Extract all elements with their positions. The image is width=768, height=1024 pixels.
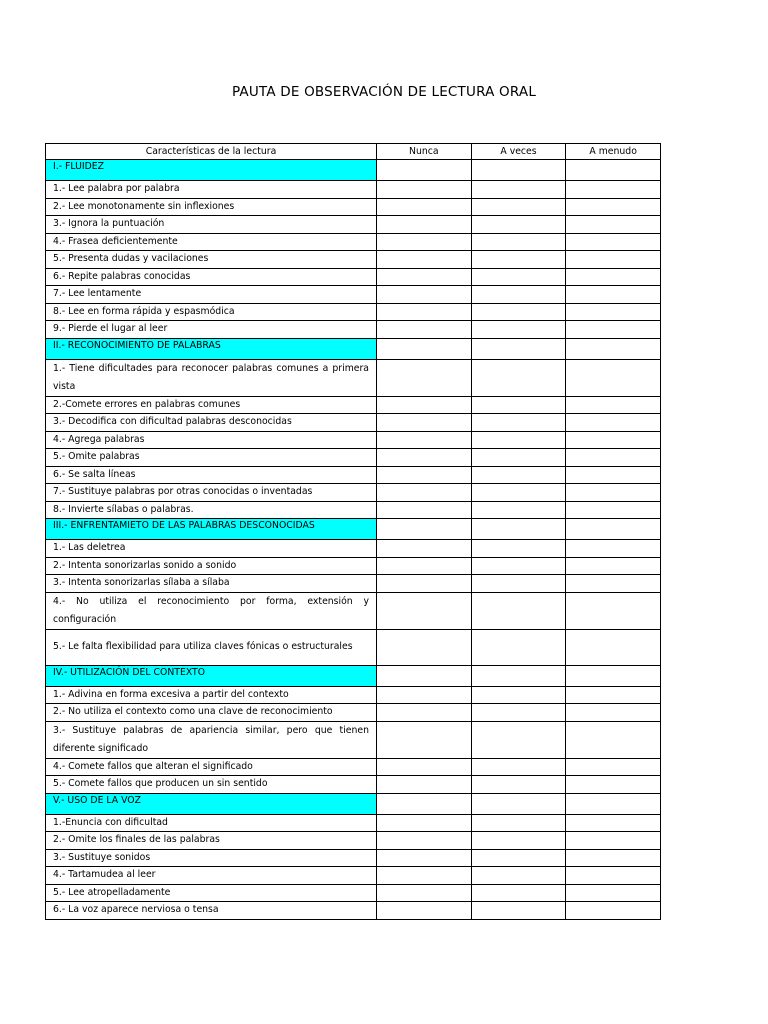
nunca-cell[interactable]	[377, 867, 472, 885]
nunca-cell[interactable]	[377, 396, 472, 414]
item-label: 6.- Se salta líneas	[46, 466, 377, 484]
a-veces-cell[interactable]	[471, 484, 566, 502]
item-label: 6.- Repite palabras conocidas	[46, 268, 377, 286]
nunca-cell[interactable]	[377, 181, 472, 199]
a-menudo-cell[interactable]	[566, 758, 661, 776]
section-row-desconocidas	[46, 519, 661, 540]
nunca-cell[interactable]	[377, 449, 472, 467]
table-row	[46, 849, 661, 867]
nunca-cell[interactable]	[377, 160, 472, 181]
nunca-cell[interactable]	[377, 303, 472, 321]
nunca-cell[interactable]	[377, 466, 472, 484]
a-menudo-cell[interactable]	[566, 286, 661, 304]
table-row	[46, 721, 661, 758]
nunca-cell[interactable]	[377, 557, 472, 575]
item-label: 4.- Agrega palabras	[46, 431, 377, 449]
item-label: 4.- Frasea deficientemente	[46, 233, 377, 251]
a-veces-cell[interactable]	[471, 721, 566, 758]
item-label: 2.- No utiliza el contexto como una clave de reconocimiento	[46, 704, 377, 722]
section-row-contexto	[46, 665, 661, 686]
table-row	[46, 431, 661, 449]
a-veces-cell[interactable]	[471, 431, 566, 449]
table-row	[46, 286, 661, 304]
nunca-cell[interactable]	[377, 884, 472, 902]
header-nunca: Nunca	[377, 144, 472, 160]
item-label: 5.- Comete fallos que producen un sin sentido	[46, 776, 377, 794]
observation-table	[45, 143, 661, 920]
a-veces-cell[interactable]	[471, 704, 566, 722]
a-menudo-cell[interactable]	[566, 704, 661, 722]
a-menudo-cell[interactable]	[566, 519, 661, 540]
table-row	[46, 867, 661, 885]
a-menudo-cell[interactable]	[566, 776, 661, 794]
item-label: 3.- Ignora la puntuación	[46, 216, 377, 234]
a-menudo-cell[interactable]	[566, 540, 661, 558]
nunca-cell[interactable]	[377, 575, 472, 593]
item-label: 8.- Invierte sílabas o palabras.	[46, 501, 377, 519]
a-veces-cell[interactable]	[471, 540, 566, 558]
a-veces-cell[interactable]	[471, 793, 566, 814]
item-label: 3.- Sustituye palabras de apariencia similar, pero que tienen diferente significado	[46, 721, 377, 758]
a-veces-cell[interactable]	[471, 758, 566, 776]
table-row	[46, 832, 661, 850]
a-menudo-cell[interactable]	[566, 501, 661, 519]
a-veces-cell[interactable]	[471, 557, 566, 575]
a-veces-cell[interactable]	[471, 575, 566, 593]
nunca-cell[interactable]	[377, 902, 472, 920]
nunca-cell[interactable]	[377, 665, 472, 686]
table-row	[46, 575, 661, 593]
table-row	[46, 902, 661, 920]
header-a-veces: A veces	[471, 144, 566, 160]
a-menudo-cell[interactable]	[566, 431, 661, 449]
table-row	[46, 466, 661, 484]
a-veces-cell[interactable]	[471, 665, 566, 686]
nunca-cell[interactable]	[377, 721, 472, 758]
nunca-cell[interactable]	[377, 758, 472, 776]
item-label: 4.- No utiliza el reconocimiento por forma, extensión y configuración	[46, 592, 377, 629]
a-veces-cell[interactable]	[471, 181, 566, 199]
nunca-cell[interactable]	[377, 251, 472, 269]
table-row	[46, 704, 661, 722]
item-label: 2.- Omite los finales de las palabras	[46, 832, 377, 850]
nunca-cell[interactable]	[377, 592, 472, 629]
section-row-voz	[46, 793, 661, 814]
item-label: 3.- Intenta sonorizarlas sílaba a sílaba	[46, 575, 377, 593]
a-menudo-cell[interactable]	[566, 233, 661, 251]
a-menudo-cell[interactable]	[566, 396, 661, 414]
a-veces-cell[interactable]	[471, 884, 566, 902]
table-row	[46, 686, 661, 704]
table-row	[46, 396, 661, 414]
a-veces-cell[interactable]	[471, 776, 566, 794]
a-menudo-cell[interactable]	[566, 181, 661, 199]
a-veces-cell[interactable]	[471, 359, 566, 396]
nunca-cell[interactable]	[377, 849, 472, 867]
a-menudo-cell[interactable]	[566, 686, 661, 704]
item-label: 5.- Le falta flexibilidad para utiliza claves fónicas o estructurales	[46, 629, 377, 665]
item-label: 1.- Lee palabra por palabra	[46, 181, 377, 199]
a-menudo-cell[interactable]	[566, 592, 661, 629]
nunca-cell[interactable]	[377, 501, 472, 519]
a-veces-cell[interactable]	[471, 321, 566, 339]
table-row	[46, 216, 661, 234]
a-menudo-cell[interactable]	[566, 484, 661, 502]
a-veces-cell[interactable]	[471, 414, 566, 432]
a-menudo-cell[interactable]	[566, 414, 661, 432]
a-menudo-cell[interactable]	[566, 902, 661, 920]
nunca-cell[interactable]	[377, 629, 472, 665]
a-menudo-cell[interactable]	[566, 665, 661, 686]
table-row	[46, 198, 661, 216]
header-characteristics: Características de la lectura	[46, 144, 377, 160]
nunca-cell[interactable]	[377, 268, 472, 286]
a-veces-cell[interactable]	[471, 233, 566, 251]
nunca-cell[interactable]	[377, 793, 472, 814]
nunca-cell[interactable]	[377, 321, 472, 339]
table-row	[46, 414, 661, 432]
a-menudo-cell[interactable]	[566, 160, 661, 181]
item-label: 5.- Omite palabras	[46, 449, 377, 467]
a-menudo-cell[interactable]	[566, 359, 661, 396]
a-veces-cell[interactable]	[471, 216, 566, 234]
table-row	[46, 592, 661, 629]
item-label: 9.- Pierde el lugar al leer	[46, 321, 377, 339]
section-row-reconocimiento	[46, 338, 661, 359]
nunca-cell[interactable]	[377, 776, 472, 794]
table-row	[46, 758, 661, 776]
table-row	[46, 884, 661, 902]
a-veces-cell[interactable]	[471, 396, 566, 414]
nunca-cell[interactable]	[377, 431, 472, 449]
section-row-fluidez	[46, 160, 661, 181]
a-veces-cell[interactable]	[471, 286, 566, 304]
a-veces-cell[interactable]	[471, 338, 566, 359]
table-row	[46, 814, 661, 832]
a-menudo-cell[interactable]	[566, 793, 661, 814]
item-label: 2.- Intenta sonorizarlas sonido a sonido	[46, 557, 377, 575]
item-label: 3.- Sustituye sonidos	[46, 849, 377, 867]
a-menudo-cell[interactable]	[566, 321, 661, 339]
a-menudo-cell[interactable]	[566, 867, 661, 885]
a-veces-cell[interactable]	[471, 686, 566, 704]
a-veces-cell[interactable]	[471, 849, 566, 867]
table-row	[46, 251, 661, 269]
table-header	[46, 144, 661, 160]
table-row	[46, 629, 661, 665]
item-label: 6.- La voz aparece nerviosa o tensa	[46, 902, 377, 920]
item-label: 2.- Lee monotonamente sin inflexiones	[46, 198, 377, 216]
a-menudo-cell[interactable]	[566, 832, 661, 850]
a-veces-cell[interactable]	[471, 466, 566, 484]
item-label: 1.- Las deletrea	[46, 540, 377, 558]
a-veces-cell[interactable]	[471, 198, 566, 216]
nunca-cell[interactable]	[377, 233, 472, 251]
a-menudo-cell[interactable]	[566, 198, 661, 216]
a-menudo-cell[interactable]	[566, 216, 661, 234]
section-title: IV.- UTILIZACIÓN DEL CONTEXTO	[46, 665, 377, 686]
table-row	[46, 557, 661, 575]
a-menudo-cell[interactable]	[566, 884, 661, 902]
a-veces-cell[interactable]	[471, 814, 566, 832]
nunca-cell[interactable]	[377, 359, 472, 396]
table-row	[46, 181, 661, 199]
page-title: PAUTA DE OBSERVACIÓN DE LECTURA ORAL	[231, 84, 537, 100]
a-menudo-cell[interactable]	[566, 303, 661, 321]
nunca-cell[interactable]	[377, 286, 472, 304]
item-label: 3.- Decodifica con dificultad palabras desconocidas	[46, 414, 377, 432]
item-label: 4.- Tartamudea al leer	[46, 867, 377, 885]
a-menudo-cell[interactable]	[566, 449, 661, 467]
nunca-cell[interactable]	[377, 686, 472, 704]
table-row	[46, 303, 661, 321]
nunca-cell[interactable]	[377, 540, 472, 558]
nunca-cell[interactable]	[377, 814, 472, 832]
a-veces-cell[interactable]	[471, 501, 566, 519]
a-menudo-cell[interactable]	[566, 466, 661, 484]
a-veces-cell[interactable]	[471, 867, 566, 885]
nunca-cell[interactable]	[377, 832, 472, 850]
nunca-cell[interactable]	[377, 338, 472, 359]
table-body	[46, 160, 661, 920]
a-menudo-cell[interactable]	[566, 849, 661, 867]
nunca-cell[interactable]	[377, 519, 472, 540]
table-row	[46, 501, 661, 519]
section-title: V.- USO DE LA VOZ	[46, 793, 377, 814]
item-label: 1.- Tiene dificultades para reconocer palabras comunes a primera vista	[46, 359, 377, 396]
item-label: 2.-Comete errores en palabras comunes	[46, 396, 377, 414]
a-veces-cell[interactable]	[471, 832, 566, 850]
table-row	[46, 776, 661, 794]
table-row	[46, 359, 661, 396]
a-veces-cell[interactable]	[471, 902, 566, 920]
a-veces-cell[interactable]	[471, 160, 566, 181]
a-veces-cell[interactable]	[471, 629, 566, 665]
a-veces-cell[interactable]	[471, 519, 566, 540]
section-title: II.- RECONOCIMIENTO DE PALABRAS	[46, 338, 377, 359]
a-menudo-cell[interactable]	[566, 268, 661, 286]
header-a-menudo: A menudo	[566, 144, 661, 160]
section-title: I.- FLUIDEZ	[46, 160, 377, 181]
item-label: 7.- Lee lentamente	[46, 286, 377, 304]
table-row	[46, 321, 661, 339]
a-veces-cell[interactable]	[471, 592, 566, 629]
nunca-cell[interactable]	[377, 484, 472, 502]
a-menudo-cell[interactable]	[566, 629, 661, 665]
a-menudo-cell[interactable]	[566, 338, 661, 359]
a-menudo-cell[interactable]	[566, 814, 661, 832]
item-label: 7.- Sustituye palabras por otras conocidas o inventadas	[46, 484, 377, 502]
a-menudo-cell[interactable]	[566, 575, 661, 593]
item-label: 8.- Lee en forma rápida y espasmódica	[46, 303, 377, 321]
a-veces-cell[interactable]	[471, 268, 566, 286]
item-label: 5.- Lee atropelladamente	[46, 884, 377, 902]
table-row	[46, 449, 661, 467]
table-row	[46, 484, 661, 502]
header-row	[46, 144, 661, 160]
a-veces-cell[interactable]	[471, 303, 566, 321]
a-menudo-cell[interactable]	[566, 721, 661, 758]
a-menudo-cell[interactable]	[566, 251, 661, 269]
item-label: 5.- Presenta dudas y vacilaciones	[46, 251, 377, 269]
a-menudo-cell[interactable]	[566, 557, 661, 575]
table-row	[46, 540, 661, 558]
item-label: 1.- Adivina en forma excesiva a partir del contexto	[46, 686, 377, 704]
a-veces-cell[interactable]	[471, 449, 566, 467]
item-label: 1.-Enuncia con dificultad	[46, 814, 377, 832]
table-row	[46, 268, 661, 286]
nunca-cell[interactable]	[377, 414, 472, 432]
nunca-cell[interactable]	[377, 704, 472, 722]
section-title: III.- ENFRENTAMIETO DE LAS PALABRAS DESCONOCIDAS	[46, 519, 377, 540]
a-veces-cell[interactable]	[471, 251, 566, 269]
table-row	[46, 233, 661, 251]
nunca-cell[interactable]	[377, 216, 472, 234]
item-label: 4.- Comete fallos que alteran el significado	[46, 758, 377, 776]
nunca-cell[interactable]	[377, 198, 472, 216]
